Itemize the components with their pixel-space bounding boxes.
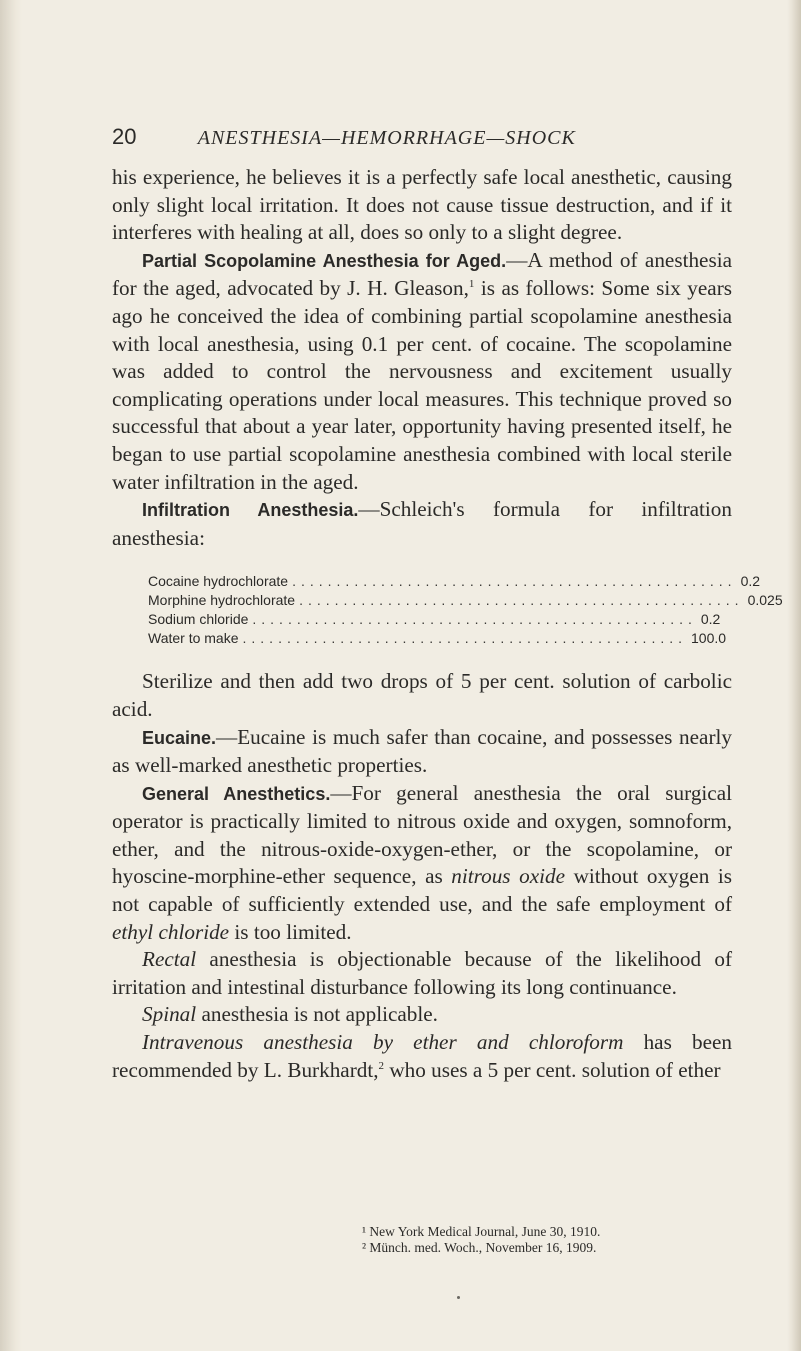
section-heading-general-anesthetics: General Anesthetics. <box>142 783 331 804</box>
section-heading-eucaine: Eucaine. <box>142 727 217 748</box>
formula-amount: 0.025 <box>747 592 783 609</box>
page-edge-left <box>0 0 22 1351</box>
leader-dots: .................................................. <box>292 573 737 590</box>
formula-row <box>148 572 761 591</box>
schleich-formula-table <box>148 572 783 648</box>
paragraph-scopolamine: Partial Scopolamine Anesthesia for Aged.—A method of anesthesia for the aged, advocated by J. H. Gleason,$^1$ is as follows: Some six years ago he conceived the idea of combining partial scopolamine anesthesia with local anesthesia, using 0.1 per cent. of cocaine. The scopolamine was added to control the nervousness and excitement usually complicating operations under local measures. This technique proved so successful that about a year later, opportunity having presented itself, he began to use partial scopolamine anesthesia combined with local sterile water infiltration in the aged. <box>112 247 733 494</box>
print-speck <box>457 1296 460 1299</box>
running-head: ANESTHESIA—HEMORRHAGE—SHOCK <box>197 127 576 149</box>
leader-dots: .................................................. <box>242 630 687 647</box>
page-number: 20 <box>112 124 137 149</box>
formula-row <box>148 629 727 648</box>
paragraph-intravenous: Intravenous anesthesia by ether and chloroform has been recommended by L. Burkhardt,$^2$ who uses a 5 per cent. solution of ether <box>112 1030 732 1082</box>
section-heading-scopolamine: Partial Scopolamine Anesthesia for Aged. <box>142 250 507 271</box>
page-header <box>112 124 712 150</box>
formula-ingredient: Water to make <box>148 630 239 647</box>
paragraph-spinal: Spinal anesthesia is not applicable. <box>142 1002 438 1027</box>
footnotes <box>362 1224 762 1256</box>
formula-ingredient: Morphine hydrochlorate <box>148 592 296 609</box>
section-heading-infiltration: Infiltration Anesthesia. <box>142 500 359 521</box>
footnote-ref-1: 1 <box>468 278 475 291</box>
page-edge-right <box>787 0 801 1351</box>
formula-ingredient: Sodium chloride <box>148 611 249 628</box>
formula-amount: 100.0 <box>691 630 727 647</box>
paragraph-infiltration: Infiltration Anesthesia.—Schleich's formula for infiltration anesthesia: <box>112 497 732 550</box>
paragraph-eucaine: Eucaine.—Eucaine is much safer than cocaine, and possesses nearly as well-marked anesthetic properties. <box>112 724 732 778</box>
paragraph-intro: his experience, he believes it is a perfectly safe local anesthetic, causing only slight local irritation. It does not cause tissue destruction, and if it interferes with healing at all, does so only to a slight degree. <box>112 165 732 245</box>
footnote-ref-2: 2 <box>378 1059 385 1072</box>
formula-row <box>148 610 721 629</box>
formula-amount: 0.2 <box>740 573 761 590</box>
paragraph-sterilize: Sterilize and then add two drops of 5 per cent. solution of carbolic acid. <box>112 669 732 721</box>
leader-dots: .................................................. <box>252 611 697 628</box>
formula-ingredient: Cocaine hydrochlorate <box>148 573 289 590</box>
footnote-1: ¹ New York Medical Journal, June 30, 1910. <box>362 1224 601 1239</box>
formula-row <box>148 591 783 610</box>
paragraph-general-anesthetics: General Anesthetics.—For general anesthesia the oral surgical operator is practically limited to nitrous oxide and oxygen, somnoform, ether, and the nitrous-oxide-oxygen-ether, or the scopolamine, or hyoscine-morphine-ether sequence, as nitrous oxide without oxygen is not capable of sufficiently extended use, and the safe employment of ethyl chloride is too limited. <box>112 780 732 944</box>
paragraph-rectal: Rectal anesthesia is objectionable because of the likelihood of irritation and intestinal disturbance following its long continuance. <box>112 947 732 999</box>
leader-dots: .................................................. <box>299 592 744 609</box>
page-body <box>112 164 783 1084</box>
footnote-2: ² Münch. med. Woch., November 16, 1909. <box>362 1240 597 1255</box>
formula-amount: 0.2 <box>700 611 721 628</box>
